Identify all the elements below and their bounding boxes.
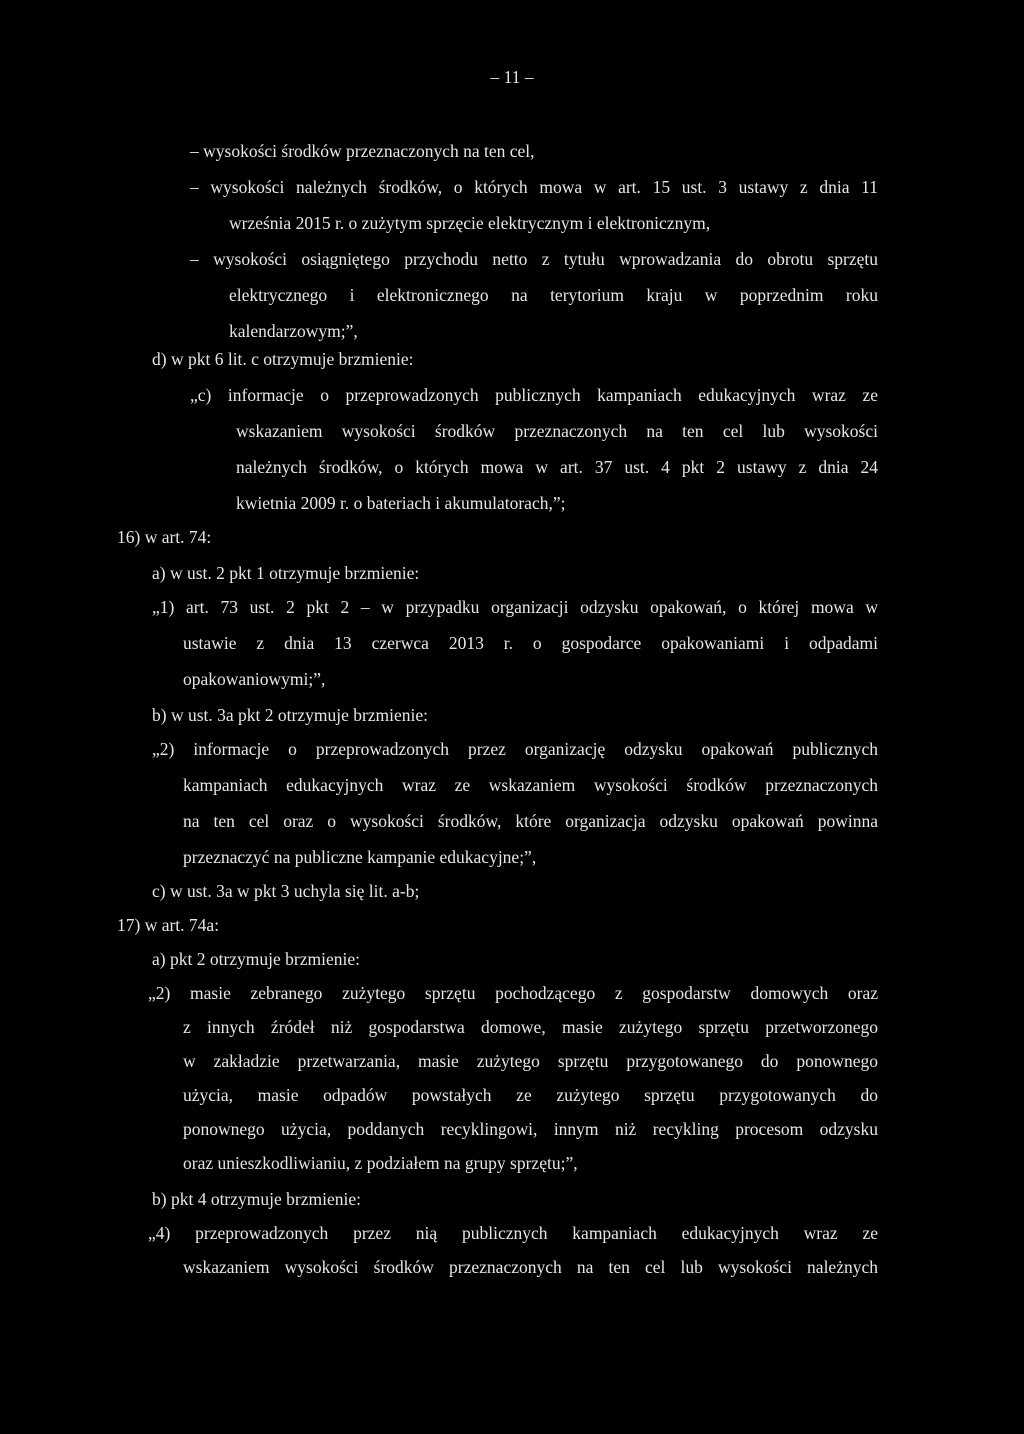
text-line: należnych środków, o których mowa w art. 37 ust. 4 pkt 2 ustawy z dnia 24 (236, 457, 878, 477)
text-line: „c) informacje o przeprowadzonych publicznych kampaniach edukacyjnych wraz ze (190, 385, 878, 405)
text-line: a) w ust. 2 pkt 1 otrzymuje brzmienie: (152, 563, 420, 583)
text-line: przeznaczyć na publiczne kampanie edukacyjne;”, (183, 847, 537, 867)
text-line: b) w ust. 3a pkt 2 otrzymuje brzmienie: (152, 705, 429, 725)
text-line: użycia, masie odpadów powstałych ze zużytego sprzętu przygotowanych do (183, 1085, 878, 1105)
text-line: kampaniach edukacyjnych wraz ze wskazaniem wysokości środków przeznaczonych (183, 775, 878, 795)
text-line: „4) przeprowadzonych przez nią publicznych kampaniach edukacyjnych wraz ze (148, 1223, 878, 1243)
text-line: „2) masie zebranego zużytego sprzętu pochodzącego z gospodarstw domowych oraz (148, 983, 878, 1003)
text-line: wskazaniem wysokości środków przeznaczonych na ten cel lub wysokości (236, 421, 878, 441)
text-line: 16) w art. 74: (117, 527, 212, 547)
text-line: opakowaniowymi;”, (183, 669, 326, 689)
text-line: oraz unieszkodliwianiu, z podziałem na grupy sprzętu;”, (183, 1153, 578, 1173)
text-line: a) pkt 2 otrzymuje brzmienie: (152, 949, 360, 969)
text-line: „2) informacje o przeprowadzonych przez organizację odzysku opakowań publicznych (152, 739, 878, 759)
text-line: b) pkt 4 otrzymuje brzmienie: (152, 1189, 361, 1209)
page-number: – 11 – (490, 67, 534, 87)
text-line: w zakładzie przetwarzania, masie zużytego sprzętu przygotowanego do ponownego (183, 1051, 878, 1071)
text-line: ponownego użycia, poddanych recyklingowi, innym niż recykling procesom odzysku (183, 1119, 878, 1139)
text-line: – wysokości środków przeznaczonych na ten cel, (190, 141, 535, 161)
text-line: d) w pkt 6 lit. c otrzymuje brzmienie: (152, 349, 414, 369)
text-line: z innych źródeł niż gospodarstwa domowe, masie zużytego sprzętu przetworzonego (183, 1017, 878, 1037)
text-line: – wysokości należnych środków, o których mowa w art. 15 ust. 3 ustawy z dnia 11 (190, 177, 878, 197)
text-line: elektrycznego i elektronicznego na terytorium kraju w poprzednim roku (229, 285, 878, 305)
text-line: na ten cel oraz o wysokości środków, które organizacja odzysku opakowań powinna (183, 811, 878, 831)
text-line: wskazaniem wysokości środków przeznaczonych na ten cel lub wysokości należnych (183, 1257, 878, 1277)
text-line: c) w ust. 3a w pkt 3 uchyla się lit. a-b; (152, 881, 420, 901)
text-line: września 2015 r. o zużytym sprzęcie elektrycznym i elektronicznym, (229, 213, 711, 233)
text-line: ustawie z dnia 13 czerwca 2013 r. o gospodarce opakowaniami i odpadami (183, 633, 878, 653)
text-line: kalendarzowym;”, (229, 321, 358, 341)
text-line: „1) art. 73 ust. 2 pkt 2 – w przypadku organizacji odzysku opakowań, o której mowa w (152, 597, 878, 617)
text-line: 17) w art. 74a: (117, 915, 220, 935)
text-line: – wysokości osiągniętego przychodu netto z tytułu wprowadzania do obrotu sprzętu (190, 249, 878, 269)
text-line: kwietnia 2009 r. o bateriach i akumulatorach,”; (236, 493, 566, 513)
